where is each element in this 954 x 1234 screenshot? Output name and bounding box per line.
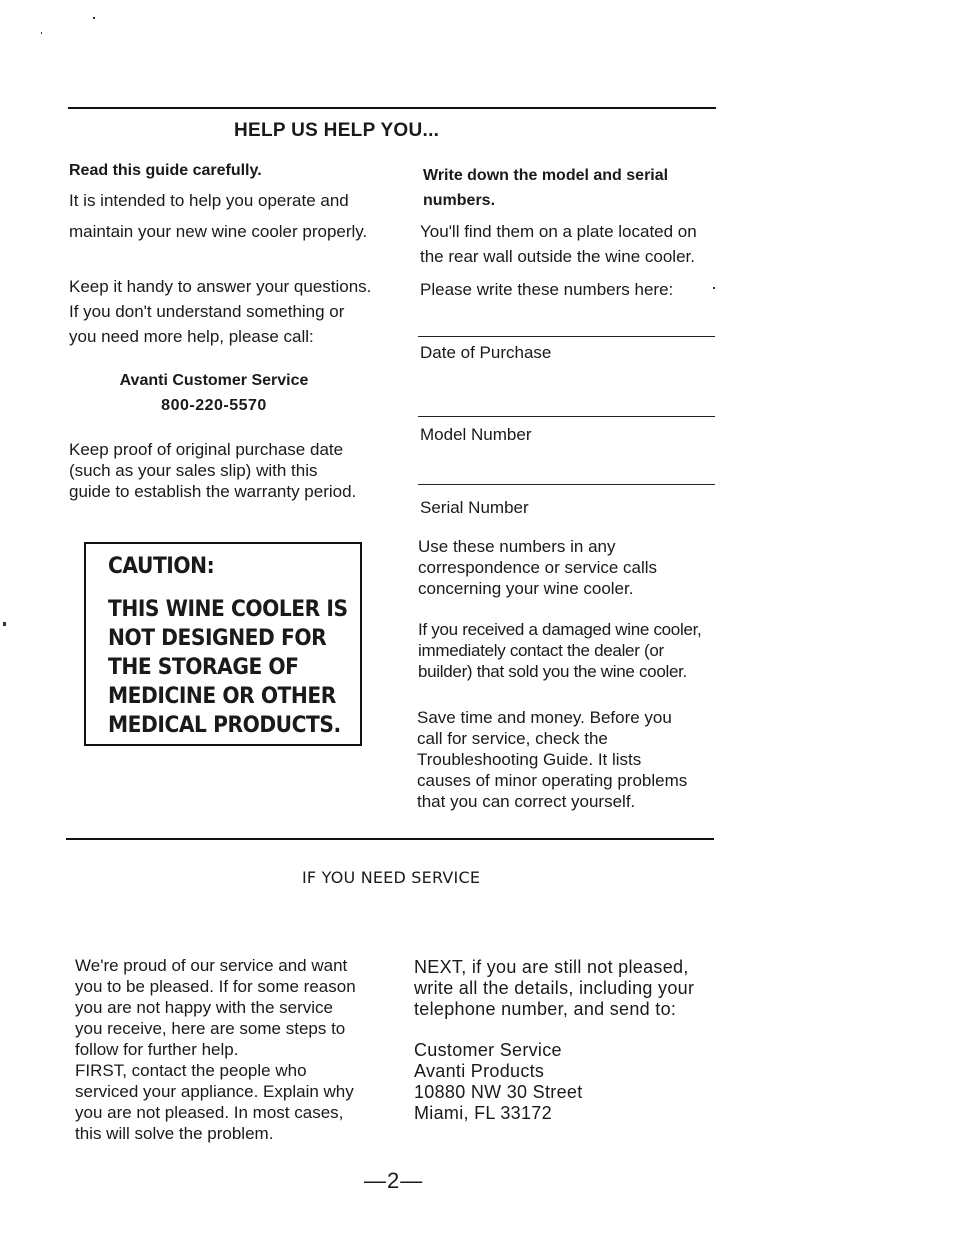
contact-name: Avanti Customer Service [119,372,309,389]
service-left-line: you are not pleased. In most cases, [75,1103,344,1122]
scan-speck [713,287,715,289]
write-here-text: Please write these numbers here: [420,280,674,299]
handy-line: Keep it handy to answer your questions. [69,277,372,296]
use-numbers-line: Use these numbers in any [418,537,616,556]
caution-message [108,595,348,740]
serial-number-line [418,484,715,485]
address-line: Miami, FL 33172 [414,1103,552,1123]
service-left-line: We're proud of our service and want [75,956,348,975]
write-down-heading-line: Write down the model and serial [423,167,669,184]
save-time-line: that you can correct yourself. [417,792,636,811]
service-left-line: you are not happy with the service [75,998,333,1017]
handy-line: you need more help, please call: [69,327,314,346]
page-number: —2— [364,1168,424,1193]
write-down-heading [423,163,668,213]
purchase-date-line [418,336,715,337]
intro-line-1: It is intended to help you operate and [69,191,349,210]
save-time-line: causes of minor operating problems [417,771,688,790]
service-rule [66,838,714,840]
use-numbers-line: concerning your wine cooler. [418,579,634,598]
caution-line: THIS WINE COOLER IS [108,597,348,622]
service-right-line: telephone number, and send to: [414,999,677,1019]
caution-line: THE STORAGE OF [108,655,299,680]
caution-line: NOT DESIGNED FOR [108,626,327,651]
save-time-line: call for service, check the [417,729,608,748]
service-left-paragraph [75,955,356,1144]
damaged-paragraph [418,619,701,682]
top-rule [68,107,716,109]
use-numbers-paragraph [418,536,657,599]
proof-line: (such as your sales slip) with this [69,461,318,480]
caution-title: CAUTION: [108,554,215,579]
plate-line: You'll find them on a plate located on [420,222,697,241]
intro-line-2: maintain your new wine cooler properly. [69,222,368,241]
scan-speck [93,17,95,19]
address-line: Customer Service [414,1040,562,1060]
serial-number-label: Serial Number [420,498,529,517]
proof-paragraph [69,439,356,502]
service-left-line: you to be pleased. If for some reason [75,977,356,996]
proof-line: Keep proof of original purchase date [69,440,344,459]
service-right-line: write all the details, including your [414,978,695,998]
service-right-line: NEXT, if you are still not pleased, [414,957,689,977]
service-left-line: FIRST, contact the people who [75,1061,307,1080]
plate-line: the rear wall outside the wine cooler. [420,247,695,266]
contact-phone: 800-220-5570 [161,397,267,414]
save-time-paragraph [417,707,687,812]
service-left-line: follow for further help. [75,1040,239,1059]
save-time-line: Save time and money. Before you [417,708,672,727]
service-right-paragraph [414,957,694,1020]
service-address [414,1040,583,1124]
scan-speck [41,32,42,34]
plate-paragraph [420,219,697,269]
read-guide-heading: Read this guide carefully. [69,162,262,179]
model-number-label: Model Number [420,425,532,444]
save-time-line: Troubleshooting Guide. It lists [417,750,642,769]
service-heading: IF YOU NEED SERVICE [302,868,481,887]
proof-line: guide to establish the warranty period. [69,482,357,501]
use-numbers-line: correspondence or service calls [418,558,658,577]
handy-paragraph [69,274,371,349]
damaged-line: If you received a damaged wine cooler, [418,620,702,639]
service-left-line: you receive, here are some steps to [75,1019,346,1038]
service-left-line: serviced your appliance. Explain why [75,1082,354,1101]
caution-line: MEDICINE OR OTHER [108,684,336,709]
purchase-date-label: Date of Purchase [420,343,552,362]
handy-line: If you don't understand something or [69,302,345,321]
scan-speck [3,622,6,626]
damaged-line: builder) that sold you the wine cooler. [418,662,687,681]
page-title: HELP US HELP YOU... [234,120,440,141]
model-number-line [418,416,715,417]
damaged-line: immediately contact the dealer (or [418,641,664,660]
caution-line: MEDICAL PRODUCTS. [108,713,341,738]
address-line: 10880 NW 30 Street [414,1082,583,1102]
write-down-heading-line: numbers. [423,192,496,209]
address-line: Avanti Products [414,1061,545,1081]
service-left-line: this will solve the problem. [75,1124,274,1143]
